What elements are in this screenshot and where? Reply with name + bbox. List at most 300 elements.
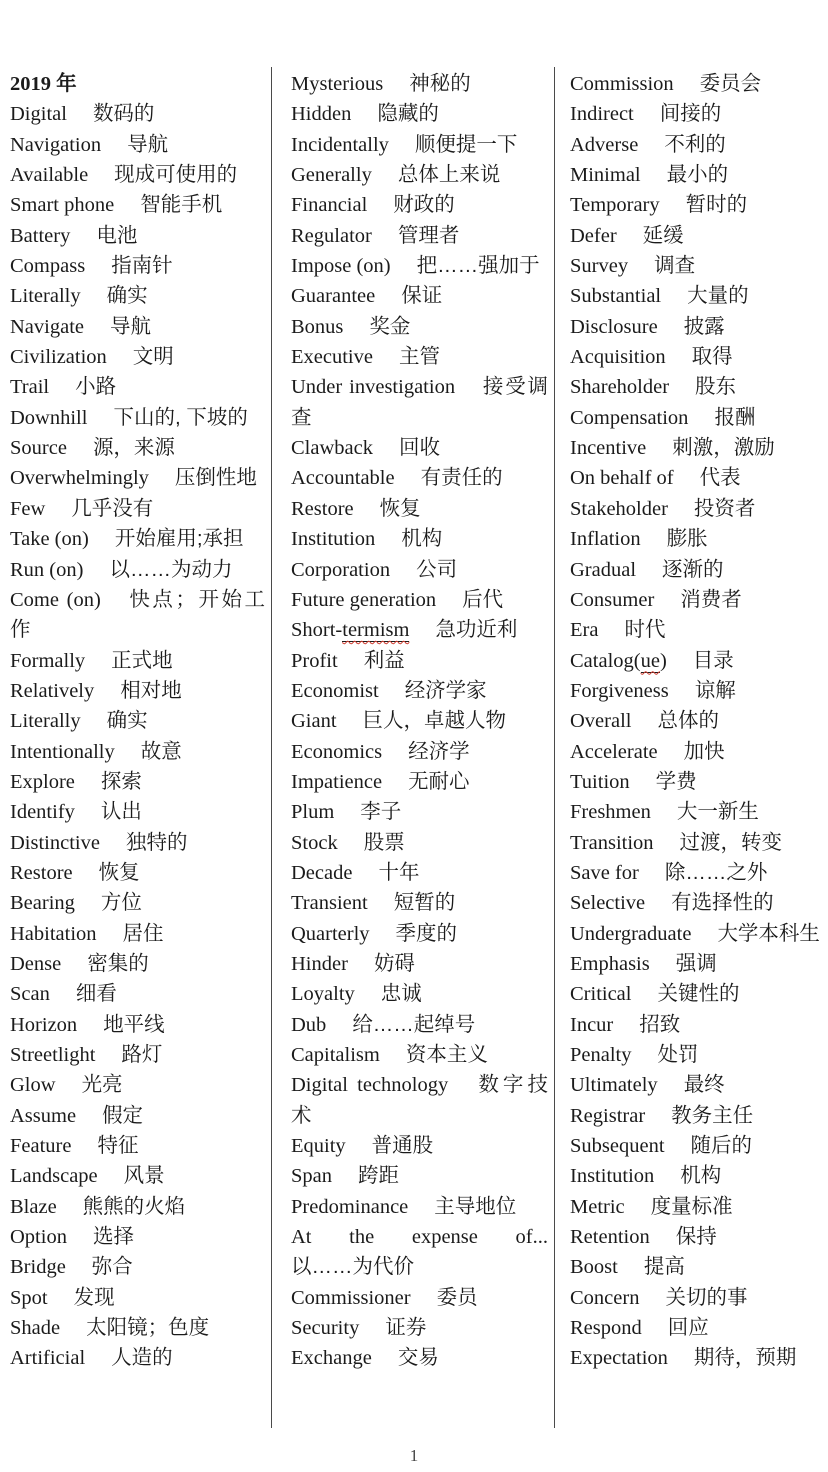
word-entry — [10, 1283, 265, 1313]
chinese-translation: 公司 — [416, 557, 458, 581]
word-entry — [570, 1010, 826, 1040]
chinese-translation: 恢复 — [379, 496, 421, 520]
chinese-translation: 除……之外 — [664, 860, 768, 884]
english-term: Literally — [10, 710, 81, 733]
english-term: Stock — [291, 831, 338, 854]
english-term: Plum — [291, 801, 335, 824]
word-entry — [291, 646, 548, 676]
english-term: Institution — [570, 1165, 655, 1188]
chinese-translation: 接受调查 — [291, 375, 549, 429]
chinese-translation: 顺便提一下 — [414, 132, 518, 156]
chinese-translation: 地平线 — [103, 1012, 165, 1036]
english-term: Capitalism — [291, 1044, 380, 1066]
english-term: Emphasis — [570, 952, 650, 975]
english-term: Glow — [10, 1074, 56, 1097]
word-entry — [291, 676, 548, 706]
english-term: Landscape — [10, 1165, 98, 1188]
english-term: Generally — [291, 164, 372, 187]
english-term: Acquisition — [570, 346, 666, 369]
chinese-translation: 把……强加于 — [416, 254, 540, 278]
english-term: Transient — [291, 892, 368, 915]
chinese-translation: 最终 — [683, 1073, 725, 1097]
english-term: Guarantee — [291, 285, 376, 308]
english-term: Indirect — [570, 103, 634, 126]
chinese-translation: 延缓 — [642, 223, 684, 247]
chinese-translation: 股票 — [363, 830, 405, 854]
year-heading: 2019 年 — [10, 73, 77, 95]
english-term: Habitation — [10, 922, 97, 945]
chinese-translation: 选择 — [92, 1225, 134, 1249]
word-entry — [570, 494, 826, 524]
chinese-translation: 最小的 — [666, 163, 729, 187]
chinese-translation: 导航 — [127, 132, 169, 156]
word-entry — [570, 281, 826, 311]
chinese-translation: 数字技术 — [291, 1073, 549, 1127]
chinese-translation: 发现 — [73, 1285, 115, 1309]
english-term: Available — [10, 164, 89, 187]
english-term: Feature — [10, 1135, 72, 1158]
word-entry — [570, 615, 826, 645]
english-term: Commissioner — [291, 1286, 411, 1309]
word-entry — [291, 1283, 548, 1313]
chinese-translation: 源，来源 — [92, 436, 175, 460]
english-term: Concern — [570, 1286, 640, 1309]
word-entry — [10, 433, 265, 463]
chinese-translation: 巨人，卓越人物 — [362, 709, 507, 733]
word-entry — [570, 1192, 826, 1222]
english-term: Commission — [570, 73, 674, 95]
chinese-translation: 弥合 — [91, 1255, 133, 1279]
word-entry — [570, 555, 826, 585]
chinese-translation: 急功近利 — [435, 618, 518, 642]
chinese-translation: 开始雇用;承担 — [114, 527, 244, 551]
word-entry — [10, 190, 265, 220]
chinese-translation: 取得 — [691, 345, 733, 369]
english-term: Era — [570, 619, 599, 642]
english-term: Bonus — [291, 315, 344, 338]
english-term: At the expense of... — [291, 1226, 548, 1249]
chinese-translation: 目录 — [692, 648, 734, 672]
english-term: Option — [10, 1226, 67, 1249]
column-3 — [555, 67, 828, 1428]
english-term: Security — [291, 1317, 360, 1340]
chinese-translation: 给……起绰号 — [352, 1012, 476, 1036]
chinese-translation: 快点；开始工作 — [10, 587, 266, 642]
chinese-translation: 主管 — [398, 345, 440, 369]
word-entry — [291, 160, 548, 190]
word-entry — [10, 312, 265, 342]
word-entry — [10, 1040, 265, 1070]
word-entry — [570, 433, 826, 463]
word-entry — [291, 69, 548, 99]
spellcheck-underlined-text: ue — [640, 649, 660, 672]
word-entry — [570, 1283, 826, 1313]
word-entry — [10, 1313, 265, 1343]
word-entry — [10, 403, 265, 433]
word-entry — [291, 949, 548, 979]
page-number: 1 — [409, 1446, 419, 1465]
english-term: Source — [10, 437, 67, 460]
english-term: Impose (on) — [291, 255, 391, 278]
english-term: Overwhelmingly — [10, 467, 149, 490]
english-term: Spot — [10, 1286, 48, 1309]
word-entry — [10, 979, 265, 1009]
chinese-translation: 资本主义 — [405, 1043, 488, 1066]
chinese-translation: 密集的 — [87, 951, 149, 975]
chinese-translation: 探索 — [100, 769, 142, 793]
word-entry — [570, 949, 826, 979]
english-term: Minimal — [570, 164, 641, 187]
chinese-translation: 季度的 — [395, 921, 458, 945]
english-term: Accountable — [291, 467, 395, 490]
english-term: Economist — [291, 679, 379, 702]
word-entry — [291, 494, 548, 524]
chinese-translation: 谅解 — [694, 678, 736, 702]
word-entry — [570, 1161, 826, 1191]
chinese-translation: 故意 — [140, 739, 182, 763]
english-term: Compass — [10, 255, 86, 278]
word-entry — [570, 372, 826, 402]
chinese-translation: 交易 — [397, 1346, 439, 1370]
word-entry — [10, 342, 265, 372]
chinese-translation: 大一新生 — [676, 800, 759, 824]
word-entry — [570, 1343, 826, 1373]
word-entry — [570, 979, 826, 1009]
chinese-translation: 经济学 — [408, 739, 470, 763]
english-term: Scan — [10, 983, 50, 1006]
chinese-translation: 假定 — [102, 1103, 144, 1127]
word-entry — [570, 463, 826, 493]
chinese-translation: 披露 — [683, 314, 725, 338]
word-entry — [291, 190, 548, 220]
word-entry — [291, 1192, 548, 1222]
chinese-translation: 投资者 — [693, 496, 756, 520]
english-term: Mysterious — [291, 73, 384, 95]
word-entry — [10, 494, 265, 524]
word-entry — [291, 1070, 548, 1131]
word-entry — [291, 251, 548, 281]
chinese-translation: 招致 — [639, 1012, 681, 1036]
chinese-translation: 无耐心 — [408, 769, 470, 793]
column-1 — [0, 67, 272, 1428]
chinese-translation: 李子 — [360, 800, 402, 824]
chinese-translation: 间接的 — [659, 102, 722, 126]
chinese-translation: 利益 — [363, 648, 405, 672]
word-entry — [291, 1343, 548, 1373]
word-entry — [570, 737, 826, 767]
chinese-translation: 风景 — [123, 1164, 165, 1188]
word-entry — [570, 190, 826, 220]
english-term: Restore — [291, 497, 354, 520]
word-entry — [291, 1010, 548, 1040]
english-term: Expectation — [570, 1347, 668, 1370]
word-entry — [291, 372, 548, 433]
english-term: Subsequent — [570, 1135, 665, 1158]
chinese-translation: 刺激，激励 — [672, 436, 775, 460]
english-term: Disclosure — [570, 315, 658, 338]
word-entry — [291, 312, 548, 342]
chinese-translation: 管理者 — [397, 223, 460, 247]
english-term: Inflation — [570, 528, 641, 551]
english-term: Ultimately — [570, 1074, 658, 1097]
word-entry — [570, 1131, 826, 1161]
english-term: Shade — [10, 1317, 61, 1340]
column-2 — [272, 67, 555, 1428]
chinese-translation: 普通股 — [371, 1134, 434, 1158]
chinese-translation: 太阳镜；色度 — [86, 1316, 210, 1340]
chinese-translation: 机构 — [680, 1164, 722, 1188]
word-entry — [570, 99, 826, 129]
chinese-translation: 路灯 — [121, 1043, 163, 1066]
chinese-translation: 委员会 — [699, 72, 762, 95]
english-term: Dense — [10, 952, 62, 975]
english-term: Defer — [570, 224, 617, 247]
english-term: Retention — [570, 1226, 650, 1249]
word-entry — [570, 221, 826, 251]
english-term: Overall — [570, 710, 632, 733]
chinese-translation: 方位 — [100, 891, 142, 915]
chinese-translation: 提高 — [643, 1255, 685, 1279]
chinese-translation: 短暂的 — [393, 891, 456, 915]
english-term: Loyalty — [291, 983, 355, 1006]
english-term: On behalf of — [570, 467, 674, 490]
chinese-translation: 导航 — [110, 314, 151, 338]
chinese-translation: 智能手机 — [140, 193, 223, 217]
chinese-translation: 主导地位 — [434, 1194, 517, 1218]
chinese-translation: 逐渐的 — [662, 557, 724, 581]
word-entry — [291, 979, 548, 1009]
english-term: Shareholder — [570, 376, 670, 399]
english-term: Restore — [10, 861, 73, 884]
english-term: Clawback — [291, 437, 373, 460]
chinese-translation: 正式地 — [111, 648, 173, 672]
english-term: Artificial — [10, 1347, 86, 1370]
chinese-translation: 处罚 — [657, 1043, 699, 1066]
chinese-translation: 电池 — [96, 223, 138, 247]
english-term: Giant — [291, 710, 337, 733]
word-entry — [570, 1101, 826, 1131]
chinese-translation: 细看 — [75, 982, 117, 1006]
english-term: Gradual — [570, 558, 637, 581]
word-entry — [570, 130, 826, 160]
word-entry — [291, 1040, 548, 1070]
word-entry — [10, 1010, 265, 1040]
english-term: Assume — [10, 1104, 77, 1127]
chinese-translation: 确实 — [106, 284, 148, 308]
english-term: Tuition — [570, 770, 630, 793]
english-term: Penalty — [570, 1044, 632, 1066]
english-term: Metric — [570, 1195, 625, 1218]
word-entry — [291, 281, 548, 311]
column-1-entries — [10, 99, 265, 1373]
word-entry — [291, 1313, 548, 1343]
word-entry — [570, 858, 826, 888]
english-term: Accelerate — [570, 740, 658, 763]
word-entry — [570, 919, 826, 949]
english-term: Incur — [570, 1013, 614, 1036]
word-entry — [570, 160, 826, 190]
chinese-translation: 机构 — [401, 527, 443, 551]
chinese-translation: 后代 — [462, 587, 504, 611]
english-term: Compensation — [570, 406, 689, 429]
word-entry — [10, 221, 265, 251]
english-term: Few — [10, 497, 46, 520]
chinese-translation: 回应 — [667, 1316, 709, 1340]
word-entry — [570, 888, 826, 918]
word-entry — [570, 828, 826, 858]
word-entry — [10, 1161, 265, 1191]
chinese-translation: 以……为代价 — [291, 1255, 414, 1279]
word-entry — [10, 1343, 265, 1373]
chinese-translation: 强调 — [675, 951, 717, 975]
english-term: Financial — [291, 194, 368, 217]
word-entry — [570, 403, 826, 433]
english-term: Under investigation — [291, 376, 456, 399]
chinese-translation: 过渡，转变 — [679, 830, 783, 854]
chinese-translation: 期待，预期 — [693, 1346, 797, 1370]
word-entry — [10, 463, 265, 493]
chinese-translation: 随后的 — [690, 1134, 753, 1158]
english-term: Hidden — [291, 103, 352, 126]
word-entry — [291, 585, 548, 615]
word-entry — [570, 646, 826, 676]
english-term: Bridge — [10, 1256, 66, 1279]
word-entry — [10, 1131, 265, 1161]
english-term: Come (on) — [10, 588, 101, 611]
word-entry — [291, 463, 548, 493]
chinese-translation: 下山的, 下坡的 — [113, 405, 248, 429]
chinese-translation: 经济学家 — [404, 678, 487, 702]
english-term: Formally — [10, 649, 86, 672]
english-term: Incidentally — [291, 133, 389, 156]
english-term: Digital technology — [291, 1074, 449, 1097]
chinese-translation: 妨碍 — [373, 951, 415, 975]
chinese-translation: 保证 — [401, 284, 443, 308]
word-entry — [291, 828, 548, 858]
english-term: Freshmen — [570, 801, 651, 824]
chinese-translation: 加快 — [683, 739, 725, 763]
word-entry — [291, 555, 548, 585]
english-term: Battery — [10, 224, 71, 247]
word-entry — [570, 1222, 826, 1252]
word-entry — [10, 99, 265, 129]
english-term: Blaze — [10, 1195, 57, 1218]
chinese-translation: 熊熊的火焰 — [82, 1194, 186, 1218]
word-entry — [10, 1192, 265, 1222]
word-entry — [10, 524, 265, 554]
chinese-translation: 确实 — [106, 709, 148, 733]
chinese-translation: 文明 — [132, 345, 174, 369]
english-term: Exchange — [291, 1347, 372, 1370]
english-term: Literally — [10, 285, 81, 308]
chinese-translation: 指南针 — [111, 254, 173, 278]
english-term: Trail — [10, 376, 50, 399]
word-entry — [10, 251, 265, 281]
chinese-translation: 报酬 — [714, 405, 756, 429]
word-entry — [10, 1101, 265, 1131]
english-term: Predominance — [291, 1195, 409, 1218]
english-term: Economics — [291, 740, 383, 763]
word-entry — [570, 767, 826, 797]
word-entry — [10, 646, 265, 676]
chinese-translation: 膨胀 — [666, 527, 708, 551]
chinese-translation: 消费者 — [680, 587, 742, 611]
chinese-translation: 不利的 — [664, 132, 726, 156]
chinese-translation: 居住 — [122, 921, 164, 945]
english-term: Profit — [291, 649, 338, 672]
word-entry — [10, 767, 265, 797]
word-entry — [570, 69, 826, 99]
english-term: Undergraduate — [570, 922, 692, 945]
word-entry — [291, 858, 548, 888]
word-entry — [291, 919, 548, 949]
word-entry — [570, 251, 826, 281]
english-term: Decade — [291, 861, 353, 884]
word-entry — [570, 312, 826, 342]
chinese-translation: 度量标准 — [650, 1194, 733, 1218]
english-term: Critical — [570, 983, 632, 1006]
english-term: Distinctive — [10, 831, 100, 854]
chinese-translation: 教务主任 — [671, 1103, 754, 1127]
english-term: Institution — [291, 528, 376, 551]
word-entry — [10, 585, 265, 646]
word-entry — [570, 1252, 826, 1282]
chinese-translation: 人造的 — [111, 1346, 173, 1370]
word-entry — [10, 919, 265, 949]
chinese-translation: 压倒性地 — [174, 466, 257, 490]
english-term: Registrar — [570, 1104, 646, 1127]
word-entry — [10, 130, 265, 160]
chinese-translation: 小路 — [75, 375, 117, 399]
word-entry — [570, 524, 826, 554]
english-term: Identify — [10, 801, 75, 824]
english-term: Transition — [570, 831, 654, 854]
english-term: Navigation — [10, 133, 102, 156]
word-entry — [10, 1070, 265, 1100]
english-term: Dub — [291, 1013, 327, 1036]
word-entry — [10, 1252, 265, 1282]
english-term: Intentionally — [10, 740, 115, 763]
english-term: Survey — [570, 255, 629, 278]
english-term: Substantial — [570, 285, 662, 308]
chinese-translation: 数码的 — [92, 102, 155, 126]
word-entry — [10, 828, 265, 858]
chinese-translation: 股东 — [695, 375, 737, 399]
english-term: Smart phone — [10, 194, 115, 217]
word-entry — [10, 706, 265, 736]
english-term: Equity — [291, 1135, 346, 1158]
english-term: Stakeholder — [570, 497, 668, 520]
chinese-translation: 关切的事 — [665, 1285, 748, 1309]
chinese-translation: 特征 — [97, 1134, 139, 1158]
chinese-translation: 调查 — [654, 254, 696, 278]
word-entry — [291, 342, 548, 372]
english-term: Hinder — [291, 952, 348, 975]
chinese-translation: 现成可使用的 — [114, 163, 238, 187]
word-entry — [10, 888, 265, 918]
word-entry — [10, 555, 265, 585]
english-term: Respond — [570, 1317, 642, 1340]
chinese-translation: 以……为动力 — [109, 557, 233, 581]
english-term: Consumer — [570, 588, 655, 611]
english-term: Navigate — [10, 315, 84, 338]
chinese-translation: 跨距 — [358, 1164, 399, 1188]
word-entry — [10, 160, 265, 190]
english-term: Bearing — [10, 892, 75, 915]
word-entry — [10, 858, 265, 888]
word-entry — [291, 130, 548, 160]
word-entry — [10, 281, 265, 311]
